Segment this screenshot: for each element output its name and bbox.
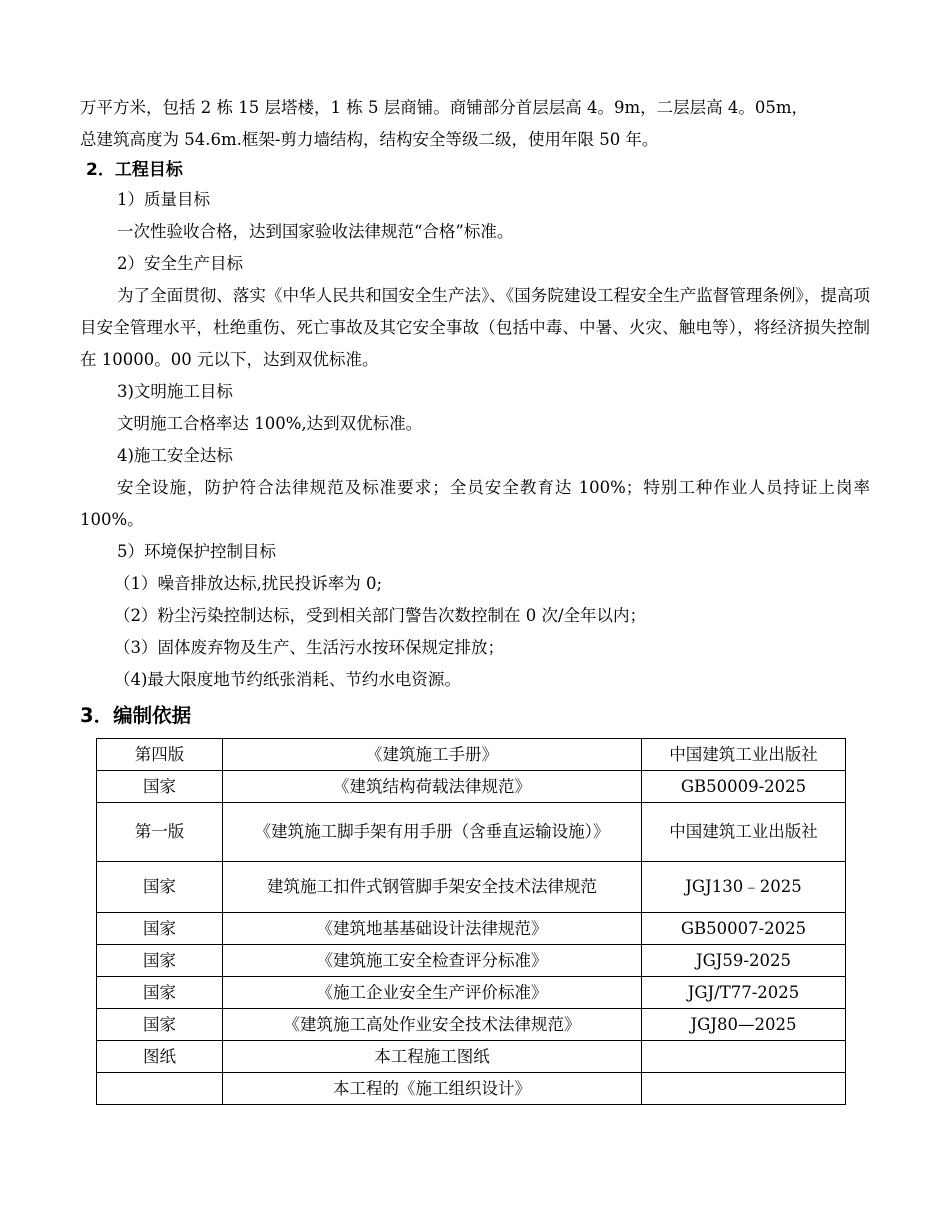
ref-title: 本工程施工图纸 <box>223 1041 642 1073</box>
table-row <box>97 945 846 977</box>
document-page <box>80 92 870 734</box>
references-table <box>96 738 846 1105</box>
intro-line-2: 总建筑高度为 54.6m.框架-剪力墙结构，结构安全等级二级，使用年限 50 年。 <box>80 130 659 149</box>
section-3-heading: 3．编制依据 <box>80 704 192 727</box>
ref-source: 中国建筑工业出版社 <box>642 739 846 771</box>
civil-goal-text: 文明施工合格率达 100%,达到双优标准。 <box>117 414 423 433</box>
ref-source: 中国建筑工业出版社 <box>642 803 846 862</box>
safety-goal-title: 2）安全生产目标 <box>117 254 243 273</box>
env-item-1: （1）噪音排放达标,扰民投诉率为 0; <box>114 574 383 593</box>
ref-edition: 国家 <box>97 977 223 1009</box>
table-row <box>97 862 846 913</box>
ref-edition: 国家 <box>97 1009 223 1041</box>
safety-goal-text: 为了全面贯彻、落实《中华人民共和国安全生产法》、《国务院建设工程安全生产监督管理条例》，提高项目安全管理水平，杜绝重伤、死亡事故及其它安全事故（包括中毒、中暑、火灾、触电等），将经济损失控制在 10000。00 元以下，达到双优标准。 <box>80 286 870 369</box>
table-row <box>97 803 846 862</box>
ref-title: 《建筑施工安全检查评分标准》 <box>223 945 642 977</box>
ref-source: JGJ130﹣2025 <box>642 862 846 913</box>
ref-title: 《建筑施工脚手架有用手册（含垂直运输设施）》 <box>223 803 642 862</box>
ref-title: 建筑施工扣件式钢管脚手架安全技术法律规范 <box>223 862 642 913</box>
ref-edition: 国家 <box>97 945 223 977</box>
intro-line-1: 万平方米，包括 2 栋 15 层塔楼，1 栋 5 层商铺。商铺部分首层层高 4。9m，二层层高 4。05m， <box>80 98 808 117</box>
env-item-2: （2）粉尘污染控制达标，受到相关部门警告次数控制在 0 次/全年以内； <box>114 606 647 625</box>
env-goal-title: 5）环境保护控制目标 <box>117 542 276 561</box>
ref-source: GB50007-2025 <box>642 913 846 945</box>
table-row <box>97 1009 846 1041</box>
ref-title: 《建筑施工高处作业安全技术法律规范》 <box>223 1009 642 1041</box>
env-item-3: （3）固体废弃物及生产、生活污水按环保规定排放； <box>114 638 504 657</box>
quality-goal-text: 一次性验收合格，达到国家验收法律规范“合格”标准。 <box>117 222 514 241</box>
ref-source: GB50009-2025 <box>642 771 846 803</box>
ref-edition: 第一版 <box>97 803 223 862</box>
ref-edition: 国家 <box>97 771 223 803</box>
table-row <box>97 771 846 803</box>
table-row <box>97 739 846 771</box>
ref-title: 《建筑结构荷载法律规范》 <box>223 771 642 803</box>
quality-goal-title: 1）质量目标 <box>117 190 210 209</box>
ref-source <box>642 1041 846 1073</box>
env-item-4: （4)最大限度地节约纸张消耗、节约水电资源。 <box>114 670 461 689</box>
ref-title: 本工程的《施工组织设计》 <box>223 1073 642 1105</box>
site-safety-title: 4)施工安全达标 <box>117 446 233 465</box>
ref-edition: 国家 <box>97 913 223 945</box>
ref-edition <box>97 1073 223 1105</box>
ref-source: JGJ/T77-2025 <box>642 977 846 1009</box>
table-row <box>97 977 846 1009</box>
ref-title: 《建筑施工手册》 <box>223 739 642 771</box>
ref-edition: 第四版 <box>97 739 223 771</box>
ref-title: 《施工企业安全生产评价标准》 <box>223 977 642 1009</box>
ref-source <box>642 1073 846 1105</box>
ref-title: 《建筑地基基础设计法律规范》 <box>223 913 642 945</box>
table-row <box>97 1041 846 1073</box>
ref-source: JGJ59-2025 <box>642 945 846 977</box>
ref-edition: 国家 <box>97 862 223 913</box>
ref-source: JGJ80—2025 <box>642 1009 846 1041</box>
section-2-heading: 2．工程目标 <box>86 160 183 180</box>
table-row <box>97 913 846 945</box>
table-row <box>97 1073 846 1105</box>
ref-edition: 图纸 <box>97 1041 223 1073</box>
site-safety-text: 安全设施，防护符合法律规范及标准要求；全员安全教育达 100%；特别工种作业人员持证上岗率 100%。 <box>80 478 870 529</box>
civil-goal-title: 3)文明施工目标 <box>117 382 233 401</box>
